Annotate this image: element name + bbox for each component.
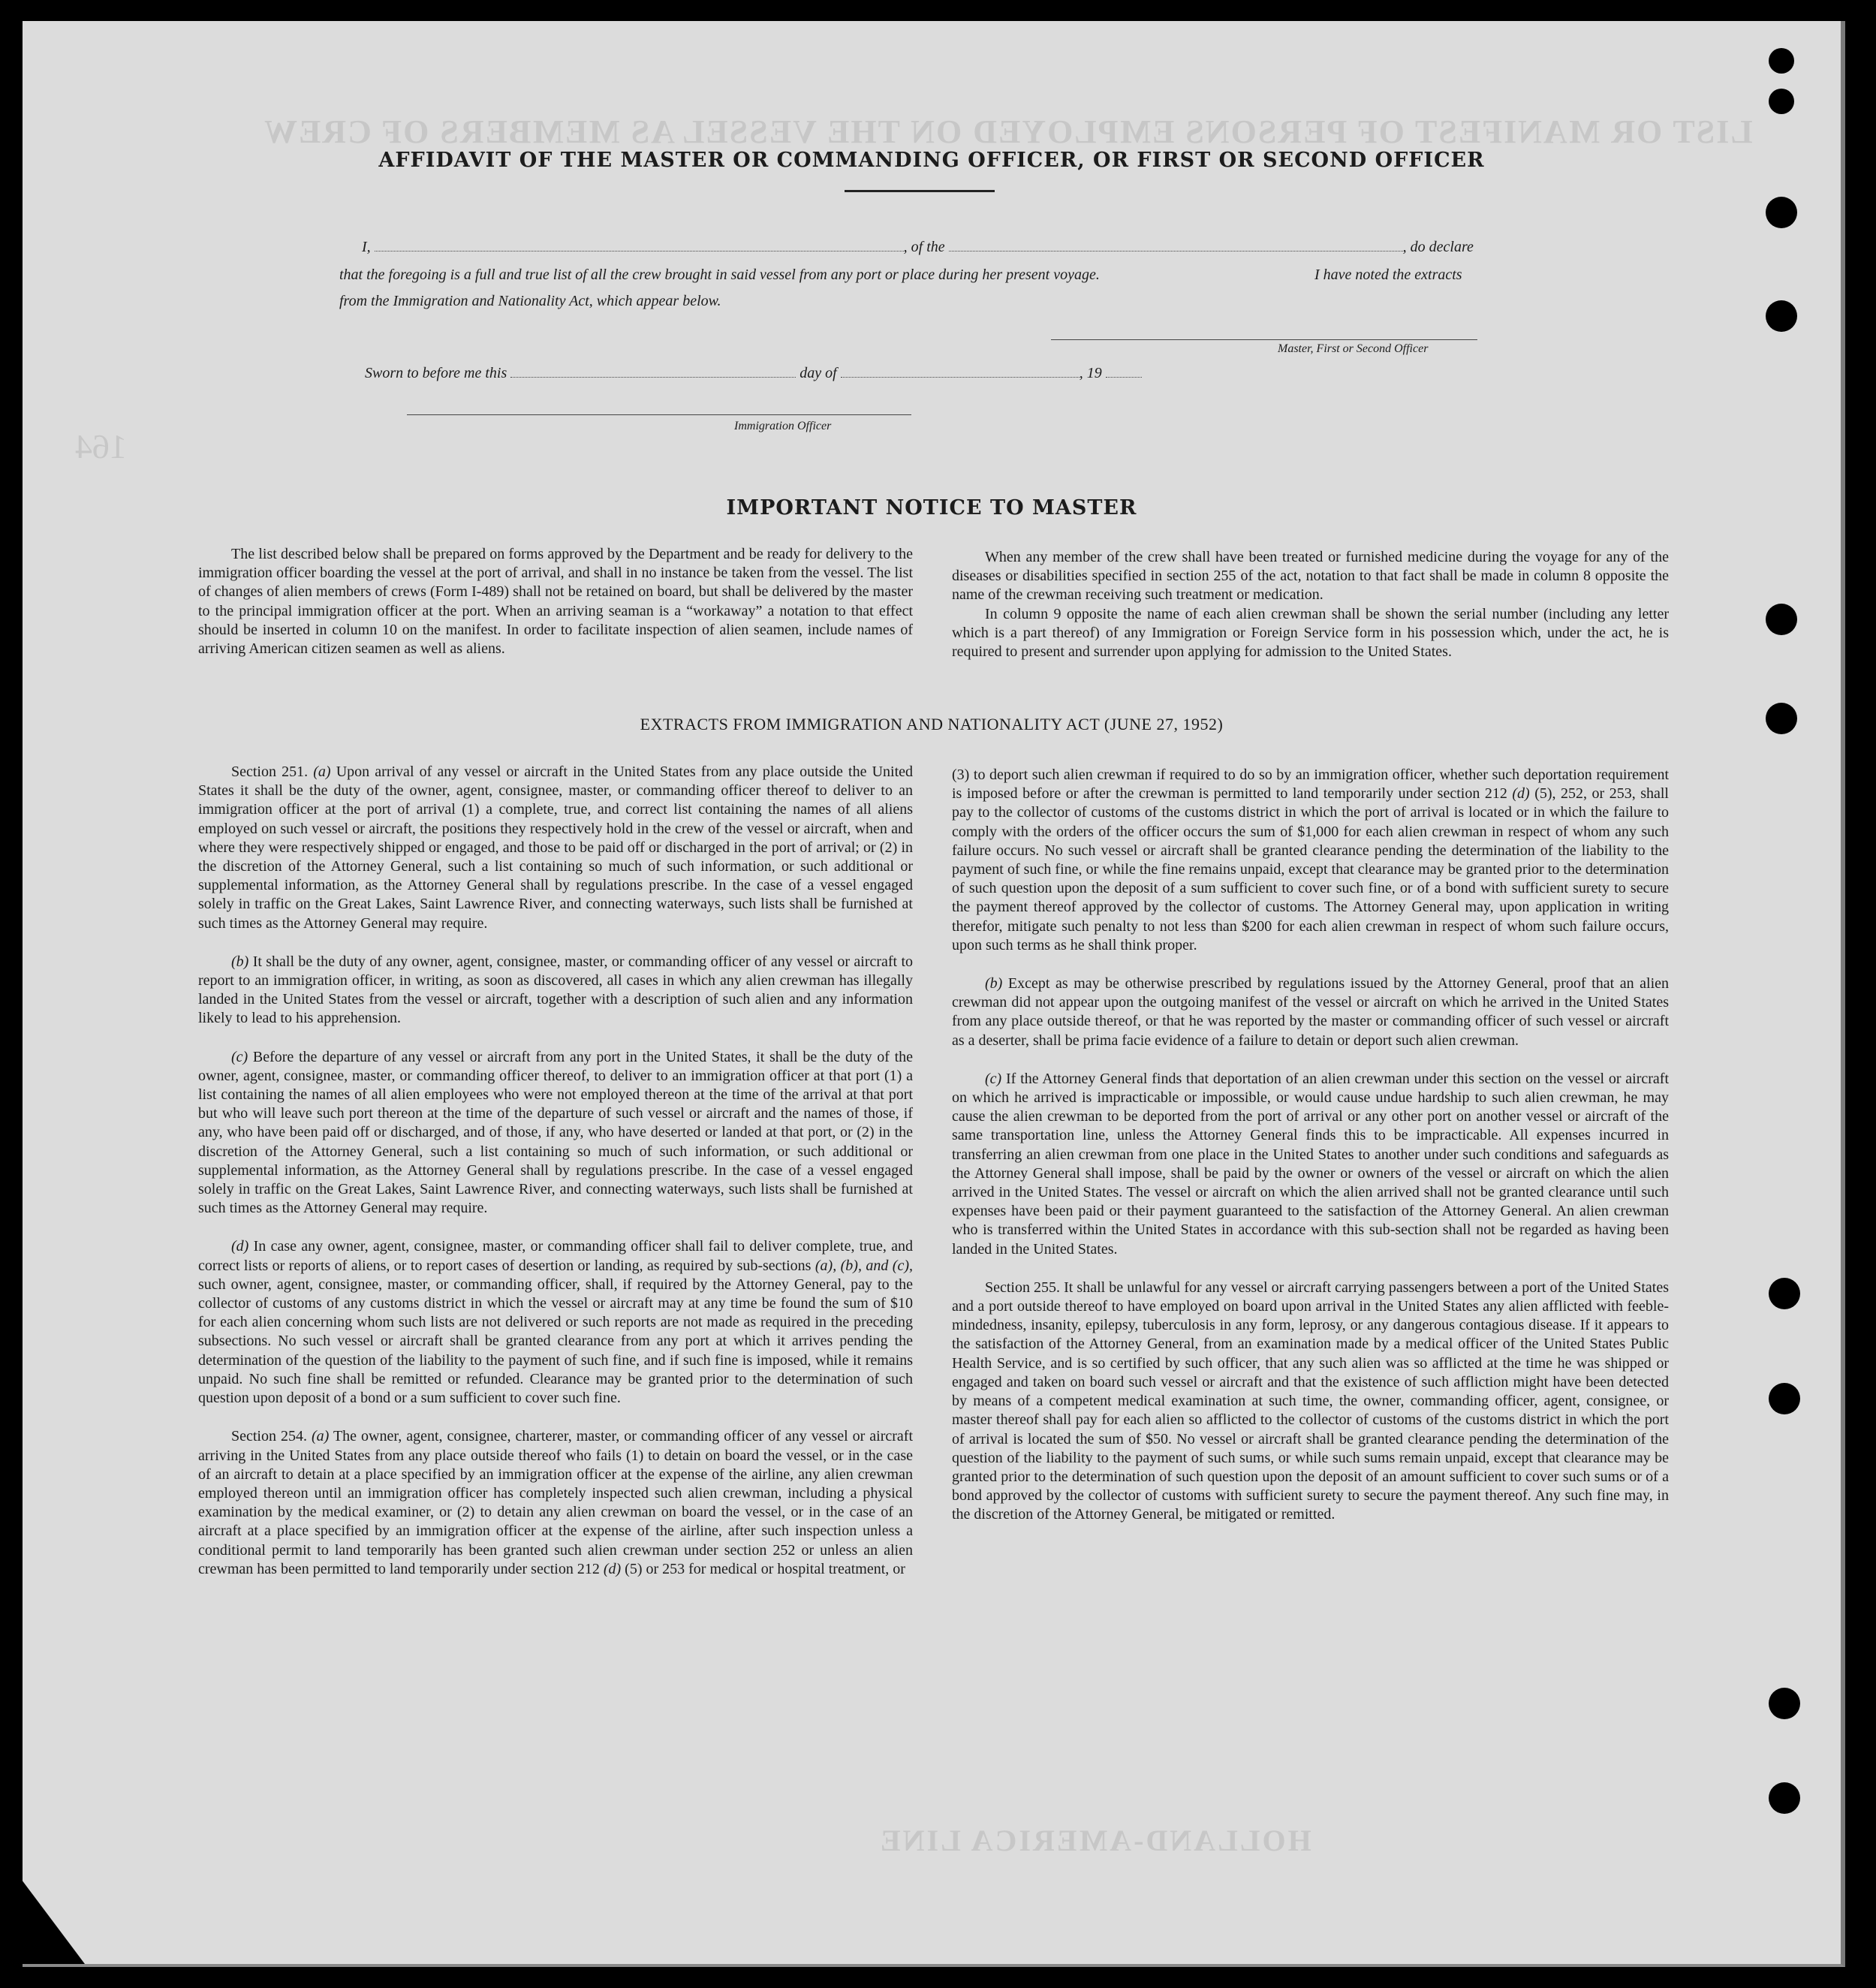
sworn-label: Sworn to before me this [365, 365, 507, 381]
show-through-heading: LIST OR MANIFEST OF PERSONS EMPLOYED ON THE VESSEL AS MEMBERS OF CREW [263, 113, 1753, 150]
master-signature-line[interactable] [1051, 339, 1477, 340]
show-through-margin-number: 164 [75, 427, 127, 465]
section-251a: Section 251. (a) Upon arrival of any vessel or aircraft in the United States from any place outside the United States it shall be the duty of the owner, agent, consignee, master, or commanding officer thereof to deliver to an immigration officer at the port of arrival (1) a complete, true, and correct list containing the names of all aliens employed on such vessel or aircraft, the positions they respectively hold in the crew of the vessel or aircraft, when and where they were respectively shipped or engaged, and those to be paid off or discharged in the port of arrival; or (2) in the discretion of the Attorney General, such a list containing so much of such information, or such additional or supplemental information, as the Attorney General shall by regulations prescribe. In the case of a vessel engaged solely in traffic on the Great Lakes, Saint Lawrence River, and connecting waterways, such lists shall be furnished at such times as the Attorney General may require. [198, 764, 914, 932]
section-251d: (d) In case any owner, agent, consignee, master, or commanding officer shall fail to deliver complete, true, and correct lists or reports of aliens, or to report cases of desertion or landing, as required by sub-sections (a), (b), and (c), such owner, agent, consignee, master, or commanding officer, shall, if required by the Attorney General, pay to the collector of customs of any customs district in which the vessel or aircraft may at any time be found the sum of $10 for each alien concerning whom such lists are not delivered or such reports are not made as required in the preceding subsections. No such vessel or aircraft shall be granted clearance from any port at which it arrives pending the determination of the question of the liability to the payment of such fine, and if such fine is imposed, while it remains unpaid. No such fine shall be remitted or refunded. Clearance may be granted prior to the determination of such question upon deposit of a bond or a sum sufficient to cover such fine. [198, 1238, 914, 1407]
section-254a-continued: (3) to deport such alien crewman if required to do so by an immigration officer, whether such deportation requirement is imposed before or after the crewman is permitted to land temporarily under section 212 (d) (5), 252, or 253, shall pay to the collector of customs of the customs district in which the port of arrival is located or in which the failure to comply with the orders of the officer occurs the sum of $1,000 for each alien crewman in respect of whom any such failure occurs. No such vessel or aircraft shall be granted clearance pending the determination of the liability to the payment of such fine, or while the fine remains unpaid, except that clearance may be granted prior to the determination of such question upon the deposit of a sum sufficient to cover such fine, or of a bond with sufficient surety to secure the payment thereof approved by the collector of customs. The Attorney General may, upon application in writing therefor, mitigate such penalty to not less than $200 for each alien crewman in respect of whom such failure occurs, upon such terms as he shall think proper. [952, 767, 1669, 953]
master-signature-caption: Master, First or Second Officer [1278, 342, 1429, 355]
punch-hole [1766, 197, 1797, 228]
notice-left-column [198, 545, 913, 658]
punch-hole [1769, 48, 1794, 74]
extracts-title: EXTRACTS FROM IMMIGRATION AND NATIONALITY ACT (JUNE 27, 1952) [640, 715, 1224, 733]
section-254b: (b) Except as may be otherwise prescribed by regulations issued by the Attorney General, proof that an alien crewman did not appear upon the outgoing manifest of the vessel or aircraft on which he arrived in the United States from any place outside thereof, or that he was reported by the master or commanding officer of such vessel or aircraft as a deserter, shall be prima facie evidence of a failure to detain or deport such alien crewman. [952, 975, 1669, 1049]
immigration-officer-caption: Immigration Officer [734, 420, 832, 432]
affidavit-declare: , do declare [1402, 239, 1474, 255]
notice-left-paragraph: The list described below shall be prepared on forms approved by the Department and be ready for delivery to the immigration officer boarding the vessel at the port of arrival, and shall in no instance be taken from the vessel. The list of changes of alien members of crews (Form I-489) shall not be retained on board, but shall be delivered by the master to the principal immigration officer at the port. When an arriving seaman is a “workaway” a notation to that effect should be inserted in column 10 on the manifest. In order to facilitate inspection of alien seamen, include names of arriving American citizen seamen as well as aliens. [198, 546, 913, 658]
affidavit-line-1 [362, 239, 1474, 256]
notice-right-paragraph-2: In column 9 opposite the name of each alien crewman shall be shown the serial number (including any letter which is a part thereof) of any Immigration or Foreign Service form in his possession which, under the act, he is required to present and surrender upon applying for admission to the United States. [952, 605, 1669, 661]
sworn-month-field[interactable] [841, 376, 1080, 378]
section-251c: (c) Before the departure of any vessel or aircraft from any port in the United States, it shall be the duty of the owner, agent, consignee, master, or commanding officer thereof, to deliver to an immigration officer at that port (1) a list containing the names of all alien employees who were not employed thereon at the time of the arrival at that port but who will leave such port thereon at the time of the departure of such vessel or aircraft and the names of those, if any, who have been paid off or discharged, and of those, if any, who have deserted or landed at that port, or (2) in the discretion of the Attorney General, such a list containing so much of such information, or such additional or supplemental information, as the Attorney General shall by regulations prescribe. In the case of a vessel engaged solely in traffic on the Great Lakes, Saint Lawrence River, and connecting waterways, such lists shall be furnished at such times as the Attorney General may require. [198, 1048, 914, 1217]
day-of-label: day of [799, 365, 837, 381]
sworn-day-field[interactable] [510, 376, 796, 378]
notice-right-column [952, 548, 1669, 661]
section-255: Section 255. It shall be unlawful for any vessel or aircraft carrying passengers between a port of the United States and a port outside thereof to have employed on board upon arrival in the United States any alien afflicted with feeble-mindedness, insanity, epilepsy, tuberculosis in any form, leprosy, or any dangerous contagious disease. If it appears to the satisfaction of the Attorney General, from an examination made by a medical officer of the United States Public Health Service, and is so certified by such officer, that any such alien was so afflicted at the time he was shipped or engaged and taken on board such vessel or aircraft and that the existence of such affliction might have been detected by means of a competent medical examination at such time, the owner, commanding officer, agent, consignee, or master thereof shall pay for each alien so afflicted to the collector of customs of the customs district in which the port of arrival is located the sum of $50. No vessel or aircraft shall be granted clearance pending the determination of the question of the liability to the payment of such sums, or while such sums remain unpaid, except that clearance may be granted prior to the determination of such question upon the deposit of an amount sufficient to cover such sums or of a bond approved by the collector of customs with sufficient surety to secure the payment thereof. Any such fine may, in the discretion of the Attorney General, be mitigated or remitted. [952, 1279, 1670, 1523]
affidavit-of-the: , of the [903, 239, 945, 255]
manifest-page [23, 21, 1845, 1967]
sworn-year-field[interactable] [1106, 376, 1142, 378]
immigration-officer-signature-line[interactable] [407, 414, 911, 415]
title-rule [845, 190, 995, 192]
punch-hole [1769, 1278, 1800, 1309]
punch-hole [1769, 1383, 1800, 1414]
punch-hole [1766, 703, 1797, 734]
page-corner-curl [23, 1877, 87, 1967]
show-through-footer-stamp: HOLLAND-AMERICA LINE [878, 1824, 1311, 1857]
extracts-left-column [198, 763, 913, 1579]
vessel-name-field[interactable] [949, 250, 1403, 252]
section-251b: (b) It shall be the duty of any owner, agent, consignee, master, or commanding officer of any vessel or aircraft to report to an immigration officer, in writing, as soon as discovered, all cases in which any alien crewman has illegally landed in the United States from the vessel or aircraft, together with a description of such alien and any information likely to lead to his apprehension. [198, 953, 914, 1027]
punch-hole [1766, 300, 1797, 332]
punch-hole [1769, 1782, 1800, 1814]
affidavit-line-3-text: from the Immigration and Nationality Act, which appear below. [339, 293, 721, 309]
notice-right-paragraph-1: When any member of the crew shall have been treated or furnished medicine during the voyage for any of the diseases or disabilities specified in section 255 of the act, notation to that fact shall be made in column 8 opposite the name of the crewman receiving such treatment or medication. [952, 549, 1669, 604]
extracts-right-column [952, 766, 1669, 1525]
notice-title: IMPORTANT NOTICE TO MASTER [726, 496, 1137, 520]
punch-hole [1769, 1688, 1800, 1719]
affidavit-line-2 [339, 267, 1100, 284]
declarant-name-field[interactable] [375, 250, 904, 252]
year-prefix: , 19 [1079, 365, 1102, 381]
affidavit-title: AFFIDAVIT OF THE MASTER OR COMMANDING OFFICER, OR FIRST OR SECOND OFFICER [378, 149, 1485, 172]
affidavit-line-3 [339, 293, 721, 310]
section-254c: (c) If the Attorney General finds that deportation of an alien crewman under this section on the vessel or aircraft on which he arrived is impracticable or impossible, or would cause undue hardship to such alien crewman, he may cause the alien crewman to be deported from the port of arrival or any other port on another vessel or aircraft of the same transportation line, unless the Attorney General finds this to be impracticable. All expenses incurred in transferring an alien crewman from one place in the United States to another under such conditions and safeguards as the Attorney General shall impose, shall be paid by the owner or owners of the vessel or aircraft on which the alien arrived in the United States. The vessel or aircraft on which the alien arrived shall not be granted clearance until such expenses have been paid or their payment guaranteed to the satisfaction of the Attorney General. An alien crewman who is transferred within the United States in accordance with this sub-section shall not be regarded as having been landed in the United States. [952, 1070, 1670, 1258]
punch-hole [1769, 89, 1794, 114]
affidavit-line-2-text: that the foregoing is a full and true list of all the crew brought in said vessel from any port or place during her present voyage. [339, 267, 1100, 283]
affidavit-i: I, [362, 239, 371, 255]
punch-hole [1766, 604, 1797, 635]
sworn-line [365, 365, 1142, 382]
affidavit-line-2-right [1314, 267, 1462, 284]
affidavit-line-2-right-text: I have noted the extracts [1314, 267, 1462, 283]
section-254a: Section 254. (a) The owner, agent, consignee, charterer, master, or commanding officer of any vessel or aircraft arriving in the United States from any place outside thereof who fails (1) to detain on board the vessel, or in the case of an aircraft to detain at a place specified by an immigration officer at the expense of the airline, any alien crewman employed thereon until an immigration officer has completely inspected such alien crewman, including a physical examination by the medical examiner, or (2) to detain any alien crewman on board the vessel, or in the case of an aircraft at a place specified by an immigration officer at the expense of the airline, after such inspection unless a conditional permit to land temporarily has been granted such alien crewman under section 252 or unless an alien crewman has been permitted to land temporarily under section 212 (d) (5) or 253 for medical or hospital treatment, or [198, 1428, 913, 1577]
